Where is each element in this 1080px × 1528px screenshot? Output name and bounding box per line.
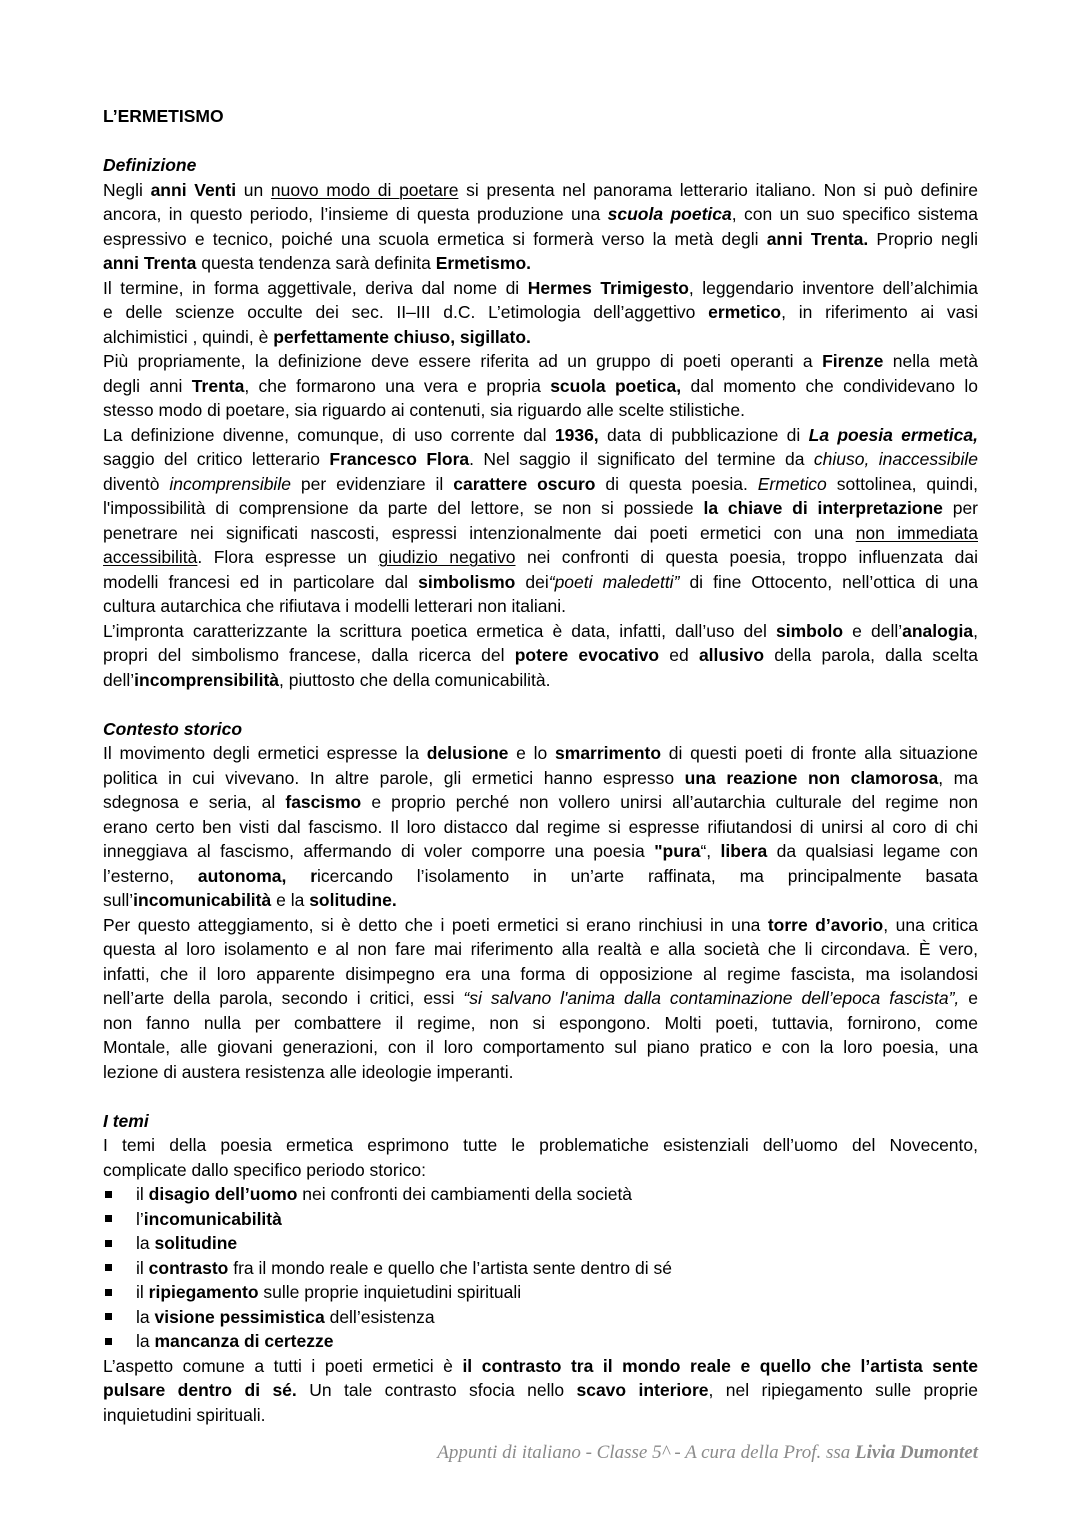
bullet-square-icon	[105, 1289, 112, 1296]
text-run: , che formarono una vera e propria	[244, 375, 551, 396]
text-run: alchimistici , quindi, è	[103, 326, 274, 347]
text-run: espressivo e tecnico, poiché una scuola ermetica si formerà verso la metà degli	[103, 228, 767, 249]
text-run: il	[136, 1257, 149, 1278]
text-line	[103, 570, 978, 595]
bold-text: solitudine	[154, 1233, 238, 1253]
text-run: nei confronti dei cambiamenti della società	[297, 1184, 633, 1204]
list-item	[103, 1280, 978, 1305]
text-run: , piuttosto che della comunicabilità.	[279, 669, 551, 690]
text-line	[103, 668, 978, 693]
text-run: per evidenziare il	[290, 473, 454, 494]
text-run: L’aspetto comune a tutti i poeti ermetici è	[103, 1355, 463, 1376]
text-run: L’impronta caratterizzante la scrittura poetica ermetica è data, infatti, dall’uso del	[103, 620, 776, 641]
section-heading: Contesto storico	[103, 718, 243, 739]
text-line	[103, 521, 978, 546]
document-body	[103, 104, 978, 1427]
paragraph	[103, 276, 978, 350]
text-run: Negli	[103, 179, 151, 200]
text-line	[103, 741, 978, 766]
text-line	[103, 545, 978, 570]
text-line	[103, 202, 978, 227]
text-run: erano certo ben visti dal fascismo. Il loro distacco dal regime si espresse rifiutandosi di unirsi al coro di chi	[103, 816, 978, 837]
text-line	[103, 496, 978, 521]
bold-text: anni Venti	[150, 179, 237, 200]
text-line	[103, 937, 978, 962]
text-line	[103, 1158, 978, 1183]
italic-text: Ermetico	[757, 473, 827, 494]
text-run: di questa poesia.	[595, 473, 758, 494]
bold-text: incomunicabilità	[143, 1208, 282, 1229]
text-run: sdegnosa e seria, al	[103, 792, 286, 812]
bold-text: incomprensibilità	[134, 669, 280, 690]
text-run: e proprio perché non vollero unirsi all’autarchia culturale del regime non	[361, 792, 978, 812]
bold-text: delusione	[426, 743, 509, 763]
text-line	[103, 962, 978, 987]
list-item	[103, 1329, 978, 1354]
section-body	[103, 741, 978, 1084]
text-line	[103, 864, 978, 889]
text-run: l’esterno,	[103, 865, 198, 886]
text-line	[103, 251, 978, 276]
text-run: un	[236, 179, 271, 200]
text-line	[103, 594, 978, 619]
bold-italic-text: scuola poetica	[607, 204, 732, 224]
text-run: dal momento che condividevano lo	[681, 375, 978, 396]
underlined-text: non immediata	[855, 522, 978, 543]
bold-text: carattere oscuro	[453, 473, 596, 494]
bullet-square-icon	[105, 1191, 112, 1198]
bullet-square-icon	[105, 1338, 112, 1345]
text-run: inquietudini spirituali.	[103, 1404, 266, 1425]
text-line	[103, 276, 978, 301]
section-body	[103, 1133, 978, 1182]
text-line	[103, 790, 978, 815]
section-closing	[103, 1354, 978, 1428]
text-run: la	[136, 1233, 155, 1253]
text-line	[103, 300, 978, 325]
text-run: icercando l’isolamento in un’arte raffinata, ma principalmente basata	[317, 865, 978, 886]
text-run: e dell’	[843, 620, 903, 641]
italic-text: “si salvano l'anima dalla contaminazione dell’epoca fascista”,	[463, 988, 960, 1008]
text-run: la	[136, 1331, 155, 1351]
text-line	[103, 325, 978, 350]
bullet-square-icon	[105, 1215, 112, 1222]
bold-text: mancanza di certezze	[154, 1331, 334, 1351]
text-run: questa al loro isolamento e al non fare mai riferimento alla realtà e alla società che li circondava. È vero,	[103, 939, 978, 959]
text-line	[103, 1060, 978, 1085]
text-run: complicate dallo specifico periodo storico:	[103, 1159, 426, 1180]
text-line	[103, 227, 978, 252]
text-line	[103, 1011, 978, 1036]
bold-text: torre d’avorio	[767, 914, 884, 935]
paragraph	[103, 423, 978, 619]
text-line	[103, 1354, 978, 1379]
text-run: dei	[515, 571, 549, 592]
italic-text: incomprensibile	[169, 473, 291, 494]
text-run: , nel ripiegamento sulle proprie	[708, 1380, 979, 1400]
bold-text: analogia	[902, 620, 974, 641]
bold-text: pulsare dentro di sé.	[103, 1380, 297, 1400]
bold-text: 1936,	[554, 424, 599, 445]
text-run: e lo	[508, 743, 556, 763]
bold-text: smarrimento	[555, 743, 662, 763]
text-line	[103, 1035, 978, 1060]
bold-text: Trenta	[191, 375, 245, 396]
text-line	[103, 986, 978, 1011]
text-line	[103, 1133, 978, 1158]
text-line	[103, 423, 978, 448]
bold-text: simbolo	[775, 620, 844, 641]
bold-text: contrasto	[148, 1257, 229, 1278]
text-run: Montale, alle giovani generazioni, con il loro comportamento sul piano pratico e con la loro poesia, una	[103, 1037, 978, 1057]
text-run: . Flora espresse un	[197, 547, 379, 567]
text-line	[103, 619, 978, 644]
document-title: L’ERMETISMO	[103, 106, 224, 126]
text-run: inneggiava al fascismo, affermando di voler comporre una poesia	[103, 841, 655, 861]
text-line	[103, 374, 978, 399]
bold-text: la chiave di interpretazione	[703, 498, 943, 518]
text-run: stesso modo di poetare, sia riguardo ai contenuti, sia riguardo alle scelte stilistiche.	[103, 400, 746, 420]
text-run: e	[959, 988, 978, 1008]
bold-text: scuola poetica,	[550, 375, 682, 396]
text-line	[103, 643, 978, 668]
italic-text: chiuso, inaccessibile	[813, 449, 978, 469]
text-run: ,	[973, 620, 978, 641]
text-line	[103, 913, 978, 938]
text-run: modelli francesi ed in particolare dal	[103, 571, 419, 592]
footer-text: Appunti di italiano - Classe 5^ - A cura della Prof. ssa	[437, 1442, 856, 1463]
list-item	[103, 1231, 978, 1256]
paragraph	[103, 1133, 978, 1182]
text-run: “,	[700, 841, 721, 861]
text-line	[103, 1378, 978, 1403]
text-run: da qualsiasi legame con	[767, 841, 978, 861]
text-run: ed	[659, 645, 699, 665]
list-item	[103, 1182, 978, 1207]
bold-text: ermetico	[708, 302, 782, 322]
text-run: , una critica	[883, 914, 978, 935]
text-run: data di pubblicazione di	[598, 424, 809, 445]
text-run: Il termine, in forma aggettivale, deriva dal nome di	[103, 277, 528, 298]
list-item	[103, 1256, 978, 1281]
bold-text: Francesco Flora	[329, 449, 470, 469]
text-run: e la	[271, 890, 310, 910]
page-footer	[437, 1441, 978, 1465]
text-run: sulle proprie inquietudini spirituali	[258, 1282, 522, 1302]
text-run: sottolinea, quindi,	[826, 473, 978, 494]
bold-text: ripiegamento	[148, 1282, 259, 1302]
section-heading: Definizione	[103, 155, 197, 175]
bold-text: potere evocativo	[514, 645, 660, 665]
text-run: l'impossibilità di comprensione da parte del lettore, se non si possiede	[103, 498, 704, 518]
bold-text: solitudine.	[309, 890, 397, 910]
text-run: Proprio negli	[868, 228, 978, 249]
text-line	[103, 447, 978, 472]
bold-text: allusivo	[698, 645, 765, 665]
text-line	[103, 1403, 978, 1428]
text-run: , con un suo specifico sistema	[731, 204, 978, 224]
underlined-text: giudizio negativo	[378, 547, 516, 567]
text-run: , leggendario inventore dell’alchimia	[688, 277, 979, 298]
bold-text: anni Trenta	[103, 253, 197, 273]
list-item	[103, 1305, 978, 1330]
text-run: degli anni	[103, 375, 192, 396]
text-run: , ma	[938, 767, 978, 788]
bullet-square-icon	[105, 1240, 112, 1247]
underlined-text: accessibilità	[103, 547, 198, 567]
text-run: lezione di austera resistenza alle ideologie imperanti.	[103, 1061, 514, 1082]
bold-text: autonoma, r	[197, 865, 318, 886]
bold-text: scavo interiore	[576, 1380, 709, 1400]
underlined-text: nuovo modo di poetare	[270, 179, 459, 200]
text-run: nella metà	[883, 351, 978, 371]
text-run: I temi della poesia ermetica esprimono tutte le problematiche esistenziali dell’uomo del Novecento,	[103, 1135, 978, 1155]
paragraph	[103, 913, 978, 1085]
text-run: . Nel saggio il significato del termine da	[469, 449, 814, 469]
bullet-square-icon	[105, 1264, 112, 1271]
text-run: per	[942, 498, 979, 518]
bold-text: simbolismo	[418, 571, 516, 592]
text-line	[103, 398, 978, 423]
text-run: ancora, in questo periodo, l’insieme di questa produzione una	[103, 204, 608, 224]
text-line	[103, 839, 978, 864]
text-run: fra il mondo reale e quello che l’artista sente dentro di sé	[228, 1257, 672, 1278]
text-run: il	[136, 1282, 149, 1302]
text-run: dell’esistenza	[324, 1306, 435, 1327]
text-run: di questi poeti di fronte alla situazione	[661, 743, 978, 763]
bullet-square-icon	[105, 1313, 112, 1320]
bold-text: visione pessimistica	[154, 1306, 325, 1327]
text-run: propri del simbolismo francese, dalla ricerca del	[103, 645, 515, 665]
text-run: il	[136, 1184, 149, 1204]
section-i-temi	[103, 1109, 978, 1428]
bold-text: Hermes Trimigesto	[527, 277, 689, 298]
text-run: Un tale contrasto sfocia nello	[296, 1380, 577, 1400]
text-line	[103, 349, 978, 374]
text-run: nell’arte della parola, secondo i critici, essi	[103, 988, 464, 1008]
section-contesto-storico	[103, 717, 978, 1085]
themes-list	[103, 1182, 978, 1354]
text-run: La definizione divenne, comunque, di uso corrente dal	[103, 424, 555, 445]
footer-author: Livia Dumontet	[855, 1442, 978, 1463]
italic-text: “poeti maledetti”	[548, 571, 680, 592]
bold-text: anni Trenta.	[766, 228, 869, 249]
bold-text: libera	[720, 841, 768, 861]
paragraph	[103, 741, 978, 913]
text-line	[103, 766, 978, 791]
text-run: e delle scienze occulte dei sec. II–III d.C. L’etimologia dell’aggettivo	[103, 302, 709, 322]
bold-text: il contrasto tra il mondo reale e quello che l’artista sente	[462, 1355, 978, 1376]
text-run: dell’	[103, 669, 135, 690]
text-run: di fine Ottocento, nell’ottica di una	[679, 571, 978, 592]
text-run: diventò	[103, 473, 170, 494]
text-run: non fanno nulla per combattere il regime, non si espongono. Molti poeti, tuttavia, fornirono, come	[103, 1012, 978, 1033]
text-run: della parola, dalla scelta	[764, 645, 979, 665]
list-item	[103, 1207, 978, 1232]
text-run: Il movimento degli ermetici espresse la	[103, 743, 427, 763]
paragraph	[103, 349, 978, 423]
bold-text: "pura	[654, 841, 701, 861]
text-line	[103, 888, 978, 913]
bold-italic-text: La poesia ermetica,	[808, 424, 978, 445]
bold-text: fascismo	[285, 792, 362, 812]
text-run: si presenta nel panorama letterario italiano. Non si può definire	[458, 179, 978, 200]
paragraph	[103, 619, 978, 693]
text-run: nei confronti di questa poesia, troppo influenzata dai	[515, 547, 979, 567]
text-run: , in riferimento ai vasi	[781, 302, 978, 322]
text-run: sull’	[103, 890, 134, 910]
text-run: Più propriamente, la definizione deve essere riferita ad un gruppo di poeti operanti a	[103, 351, 823, 371]
paragraph	[103, 178, 978, 276]
text-run: la	[136, 1306, 155, 1327]
text-run: Per questo atteggiamento, si è detto che i poeti ermetici si erano rinchiusi in una	[103, 914, 768, 935]
bold-text: Firenze	[822, 351, 884, 371]
text-run: questa tendenza sarà definita	[196, 253, 436, 273]
bold-text: Ermetismo.	[435, 253, 532, 273]
bold-text: una reazione non clamorosa	[684, 767, 939, 788]
text-line	[103, 815, 978, 840]
bold-text: disagio dell’uomo	[148, 1184, 298, 1204]
text-run: cultura autarchica che rifiutava i modelli letterari non italiani.	[103, 596, 567, 616]
text-line	[103, 472, 978, 497]
bold-text: perfettamente chiuso, sigillato.	[273, 326, 531, 347]
section-definizione	[103, 153, 978, 692]
text-run: politica in cui vivevano. In altre parole, gli ermetici hanno espresso	[103, 767, 685, 788]
text-line	[103, 178, 978, 203]
text-run: penetrare nei significati nascosti, espressi intenzionalmente dai poeti ermetici con una	[103, 522, 856, 543]
section-heading: I temi	[103, 1110, 149, 1131]
paragraph	[103, 1354, 978, 1428]
section-body	[103, 178, 978, 693]
text-run: l’	[136, 1208, 144, 1229]
text-run: infatti, che il loro apparente disimpegno era una forma di opposizione al regime fascista, ma isolandosi	[103, 963, 978, 984]
bold-text: incomunicabilità	[133, 890, 272, 910]
text-run: saggio del critico letterario	[103, 449, 330, 469]
